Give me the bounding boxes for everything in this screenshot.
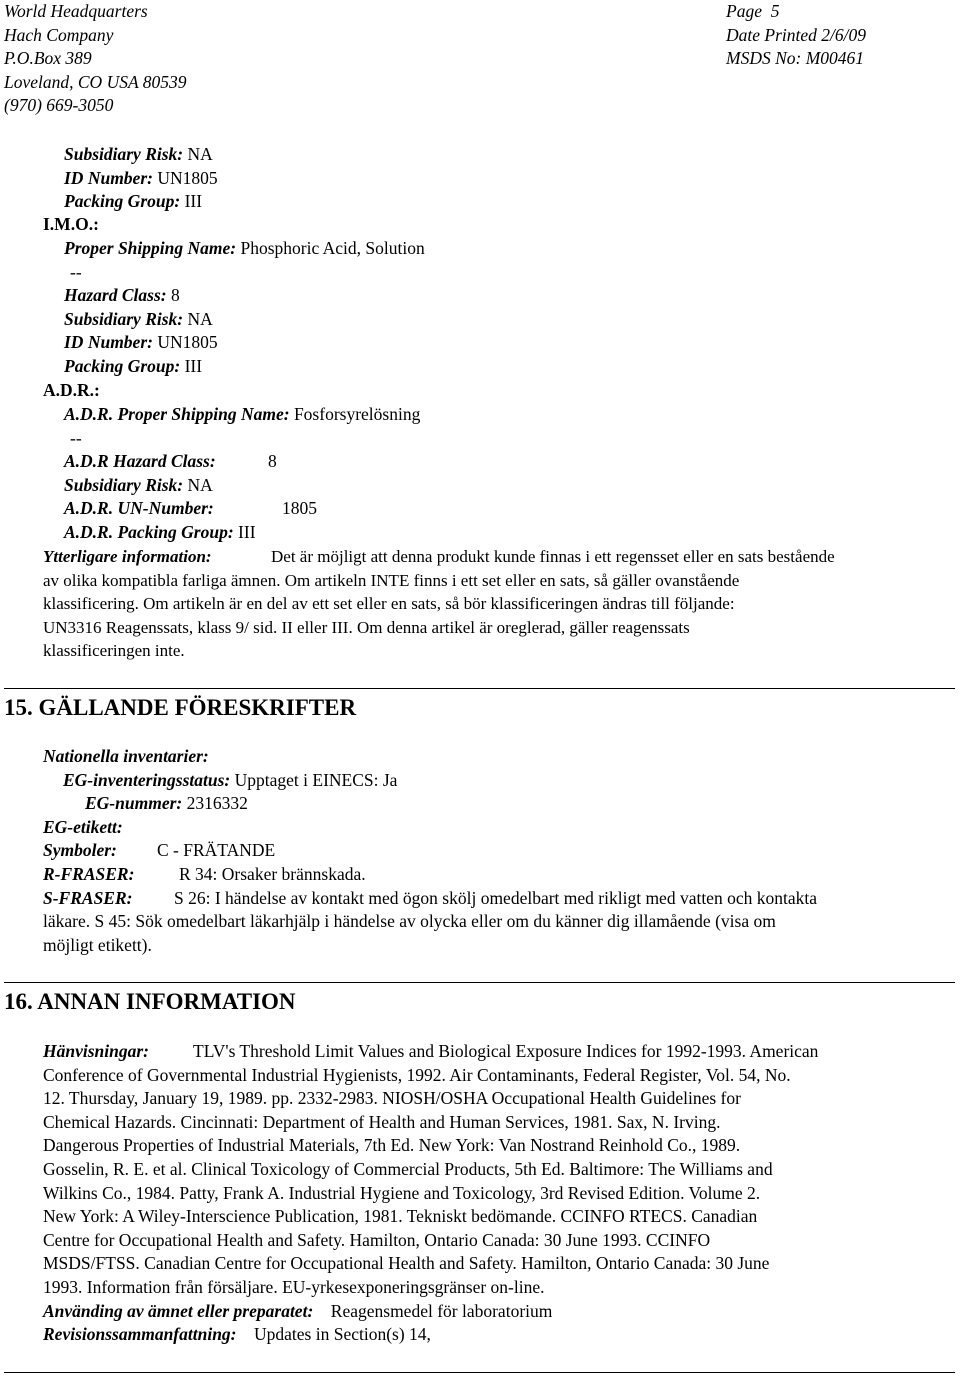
header-line: P.O.Box 389 bbox=[4, 48, 92, 69]
paragraph-line: Conference of Governmental Industrial Hygienists, 1992. Air Contaminants, Federal Register, Vol. 54, No. bbox=[43, 1064, 791, 1085]
section-15-title: 15. GÄLLANDE FÖRESKRIFTER bbox=[4, 695, 357, 720]
paragraph-line: av olika kompatibla farliga ämnen. Om artikeln INTE finns i ett set eller en sats, så gäller ovanstående bbox=[43, 570, 740, 590]
field-value: NA bbox=[187, 144, 213, 164]
field-value: UN1805 bbox=[157, 167, 218, 188]
imo-heading: I.M.O.: bbox=[43, 214, 99, 234]
field-label: Nationella inventarier: bbox=[43, 746, 209, 766]
field-label: Hazard Class: bbox=[64, 285, 167, 306]
field-label: A.D.R. Packing Group: bbox=[64, 521, 234, 542]
header-line: (970) 669-3050 bbox=[4, 95, 114, 116]
header-line: Hach Company bbox=[4, 24, 114, 45]
field-value: NA bbox=[187, 308, 213, 329]
field-label: A.D.R. Proper Shipping Name: bbox=[64, 404, 290, 424]
section-16-title: 16. ANNAN INFORMATION bbox=[4, 989, 296, 1014]
section-16-body bbox=[43, 1040, 818, 1347]
field-label: Subsidiary Risk: bbox=[64, 308, 184, 329]
section-divider bbox=[4, 1372, 955, 1373]
header-line: Loveland, CO USA 80539 bbox=[4, 71, 187, 92]
msds-number: M00461 bbox=[805, 48, 865, 69]
paragraph-line: Dangerous Properties of Industrial Materials, 7th Ed. New York: Van Nostrand Reinhold Co., 1989. bbox=[43, 1135, 741, 1156]
field-label: Subsidiary Risk: bbox=[64, 474, 184, 495]
paragraph-line: Centre for Occupational Health and Safety. Hamilton, Ontario Canada: 30 June 1993. CCINFO bbox=[43, 1229, 711, 1250]
section-15-body bbox=[43, 745, 817, 957]
field-label: Ytterligare information: bbox=[43, 547, 212, 566]
paragraph-line: MSDS/FTSS. Canadian Centre for Occupational Health and Safety. Hamilton, Ontario Canada: 30 June bbox=[43, 1253, 770, 1274]
page-number-line bbox=[726, 0, 866, 24]
field-label: Proper Shipping Name: bbox=[64, 238, 237, 258]
paragraph-line: klassificering. Om artikeln är en del av ett set eller en sats, så bör klassificeringen ändras till följande: bbox=[43, 594, 735, 614]
msds-number-line bbox=[726, 47, 866, 71]
adr-heading: A.D.R.: bbox=[43, 380, 100, 400]
section-divider bbox=[4, 688, 955, 689]
company-address-block bbox=[4, 0, 186, 118]
paragraph-line: UN3316 Reagenssats, klass 9/ sid. II eller III. Om denna artikel är oreglerad, gäller reagenssats bbox=[43, 617, 690, 637]
field-label: Hänvisningar: bbox=[43, 1041, 149, 1061]
field-value: III bbox=[184, 355, 203, 376]
field-label: Symboler: bbox=[43, 840, 117, 861]
page-label: Page bbox=[726, 1, 762, 21]
section-divider bbox=[4, 982, 955, 983]
field-value: Fosforsyrelösning bbox=[293, 404, 421, 424]
field-label: A.D.R Hazard Class: bbox=[64, 451, 216, 472]
field-value: NA bbox=[187, 474, 213, 495]
document-meta-block bbox=[726, 0, 866, 71]
field-label: EG-inventeringsstatus: bbox=[63, 769, 231, 790]
paragraph-line: Det är möjligt att denna produkt kunde finnas i ett regensset eller en sats bestående bbox=[271, 547, 835, 566]
field-value: 2316332 bbox=[186, 793, 248, 814]
field-value: Reagensmedel för laboratorium bbox=[330, 1300, 553, 1321]
date-printed-line bbox=[726, 24, 866, 48]
field-label: ID Number: bbox=[64, 167, 153, 188]
field-label: ID Number: bbox=[64, 332, 153, 353]
field-label: Packing Group: bbox=[64, 191, 181, 212]
dash-separator: -- bbox=[70, 427, 82, 448]
transport-top-block bbox=[64, 143, 218, 214]
paragraph-line: Chemical Hazards. Cincinnati: Department of Health and Human Services, 1981. Sax, N. Irving. bbox=[43, 1111, 721, 1132]
field-value: 8 bbox=[268, 451, 277, 472]
field-label: EG-nummer: bbox=[85, 793, 183, 814]
field-value: Phosphoric Acid, Solution bbox=[240, 238, 425, 258]
field-value: III bbox=[238, 521, 256, 542]
field-value: C - FRÄTANDE bbox=[157, 840, 276, 861]
paragraph-line: TLV's Threshold Limit Values and Biological Exposure Indices for 1992-1993. American bbox=[193, 1041, 819, 1061]
field-value: UN1805 bbox=[157, 332, 218, 353]
field-value: 1805 bbox=[282, 498, 317, 519]
field-label: EG-etikett: bbox=[43, 816, 123, 837]
field-label: A.D.R. UN-Number: bbox=[64, 498, 214, 519]
paragraph-line: möjligt etikett). bbox=[43, 934, 152, 955]
field-value: R 34: Orsaker brännskada. bbox=[179, 863, 366, 884]
field-value: III bbox=[184, 191, 203, 212]
adr-block bbox=[64, 403, 420, 545]
field-value: 8 bbox=[170, 285, 180, 306]
field-label: R-FRASER: bbox=[43, 863, 135, 884]
field-label: Subsidiary Risk: bbox=[64, 144, 184, 164]
paragraph-line: S 26: I händelse av kontakt med ögon skölj omedelbart med rikligt med vatten och kontakta bbox=[174, 887, 817, 908]
field-label: Packing Group: bbox=[64, 355, 181, 376]
field-value: Updates in Section(s) 14, bbox=[254, 1324, 431, 1345]
imo-block bbox=[64, 237, 425, 379]
field-label: S-FRASER: bbox=[43, 887, 133, 908]
paragraph-line: klassificeringen inte. bbox=[43, 641, 185, 661]
date-printed-value: 2/6/09 bbox=[821, 24, 866, 45]
header-line: World Headquarters bbox=[4, 1, 148, 21]
paragraph-line: Gosselin, R. E. et al. Clinical Toxicology of Commercial Products, 5th Ed. Baltimore: The Williams and bbox=[43, 1158, 773, 1179]
field-label: Använding av ämnet eller preparatet: bbox=[43, 1300, 314, 1321]
date-printed-label: Date Printed bbox=[726, 24, 817, 45]
paragraph-line: 12. Thursday, January 19, 1989. pp. 2332-2983. NIOSH/OSHA Occupational Health Guidelines for bbox=[43, 1088, 741, 1109]
field-label: Revisionssammanfattning: bbox=[43, 1324, 237, 1345]
page-number: 5 bbox=[770, 1, 780, 21]
msds-label: MSDS No: bbox=[726, 48, 802, 69]
paragraph-line: New York: A Wiley-Interscience Publication, 1981. Tekniskt bedömande. CCINFO RTECS. Canadian bbox=[43, 1206, 758, 1227]
dash-separator: -- bbox=[70, 261, 82, 282]
paragraph-line: läkare. S 45: Sök omedelbart läkarhjälp i händelse av olycka eller om du känner dig illamående (visa om bbox=[43, 911, 776, 932]
field-value: Upptaget i EINECS: Ja bbox=[234, 769, 398, 790]
additional-info-block bbox=[43, 545, 835, 663]
paragraph-line: Wilkins Co., 1984. Patty, Frank A. Industrial Hygiene and Toxicology, 3rd Revised Edition. Volume 2. bbox=[43, 1182, 761, 1203]
paragraph-line: 1993. Information från försäljare. EU-yrkesexponeringsgränser on-line. bbox=[43, 1276, 545, 1297]
